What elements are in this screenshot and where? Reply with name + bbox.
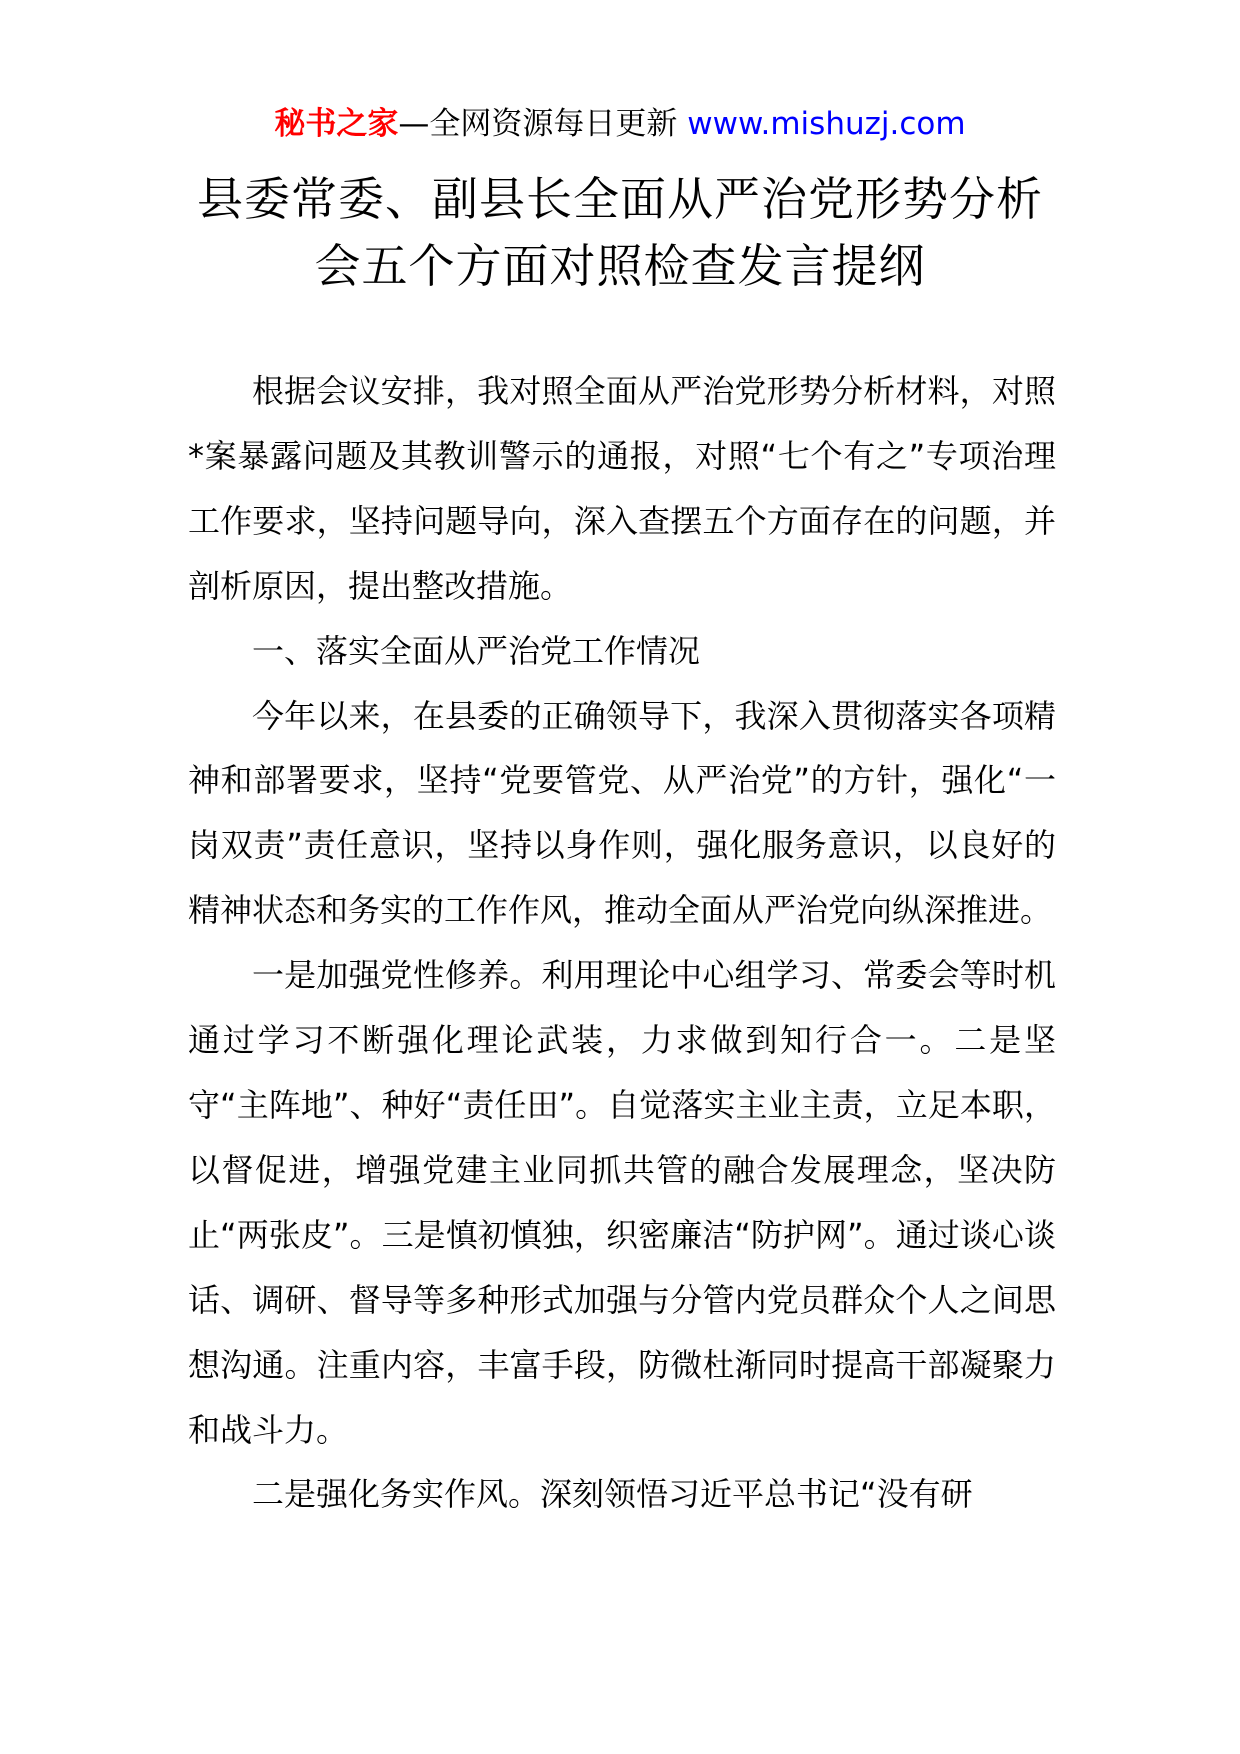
document-title-line-2: 会五个方面对照检查发言提纲	[314, 239, 926, 293]
body-paragraph: 二是强化务实作风。深刻领悟习近平总书记“没有研	[252, 1475, 973, 1514]
intro-paragraph: 根据会议安排，我对照全面从严治党形势分析材料，对照*案暴露问题及其教训警示的通报，对照“七个有之”专项治理工作要求，坚持问题导向，深入查摆五个方面存在的问题，并剖析原因，提出整改措施。	[188, 372, 1056, 605]
body-paragraph: 一是加强党性修养。利用理论中心组学习、常委会等时机通过学习不断强化理论武装，力求做到知行合一。二是坚守“主阵地”、种好“责任田”。自觉落实主业主责，立足本职，以督促进，增强党建主业同抓共管的融合发展理念，坚决防止“两张皮”。三是慎初慎独，织密廉洁“防护网”。通过谈心谈话、调研、督导等多种形式加强与分管内党员群众个人之间思想沟通。注重内容，丰富手段，防微杜渐同时提高干部凝聚力和战斗力。	[188, 956, 1056, 1449]
body-paragraph: 今年以来，在县委的正确领导下，我深入贯彻落实各项精神和部署要求，坚持“党要管党、从严治党”的方针，强化“一岗双责”责任意识，坚持以身作则，强化服务意识，以良好的精神状态和务实的工作作风，推动全面从严治党向纵深推进。	[188, 696, 1056, 930]
site-url-link[interactable]: www.mishuzj.com	[687, 106, 966, 142]
section-heading-1: 一、落实全面从严治党工作情况	[252, 631, 701, 670]
site-brand: 秘书之家	[274, 106, 399, 142]
site-header	[0, 104, 1240, 144]
document-title-line-1: 县委常委、副县长全面从严治党形势分析	[197, 172, 1043, 226]
document-title	[0, 166, 1240, 300]
document-body	[188, 359, 1056, 1527]
site-slogan: —全网资源每日更新	[398, 106, 688, 142]
